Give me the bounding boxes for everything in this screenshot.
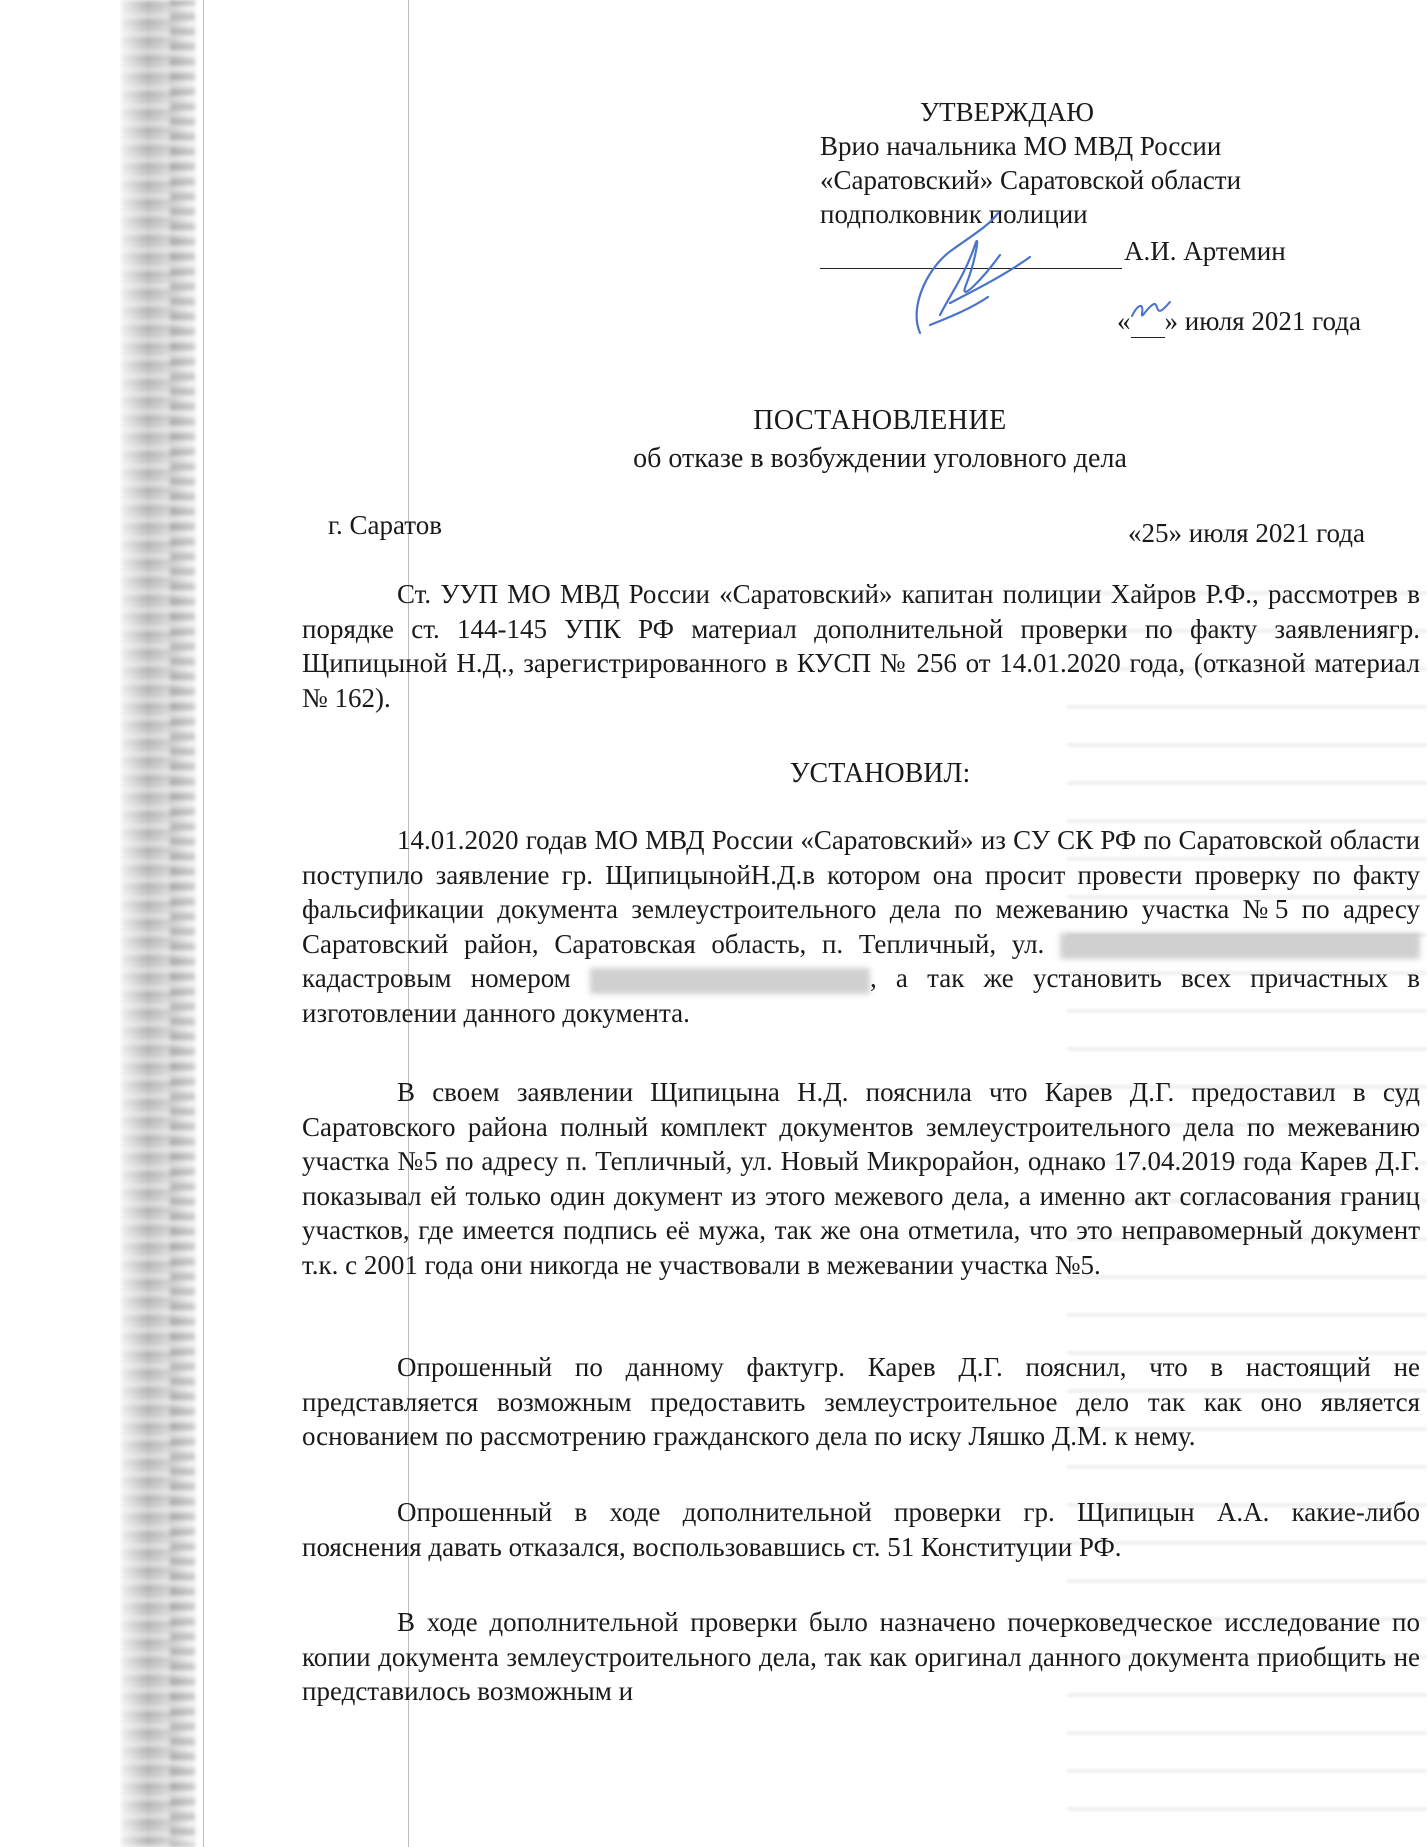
paragraph-1-text-end: , а так же установить всех причастных в изготовлении данного документа. <box>302 963 1420 1028</box>
scan-artifact-line <box>203 0 204 1847</box>
document-title: ПОСТАНОВЛЕНИЕ <box>753 405 1007 436</box>
paragraph-5: В ходе дополнительной проверки было назначено почерковедческое исследование по копии документа землеустроительного дела, так как оригинал данного документа приобщить не представилось возможным и <box>302 1607 1420 1706</box>
paragraph-2: В своем заявлении Щипицына Н.Д. пояснила что Карев Д.Г. предоставил в суд Саратовского района полный комплект документов землеустроительного дела по межеванию участка №5 по адресу п. Тепличный, ул. Новый Микрорайон, однако 17.04.2019 года Карев Д.Г. показывал ей только один документ из этого межевого дела, а именно акт согласования границ участков, где имеется подпись её мужа, так же она отметила, что это неправомерный документ т.к. с 2001 года они никогда не участвовали в межевании участка №5. <box>302 1077 1420 1280</box>
approval-organization: «Саратовский» Саратовской области <box>820 165 1242 195</box>
established-heading: УСТАНОВИЛ: <box>789 758 971 789</box>
redacted-street <box>1060 933 1420 959</box>
paragraph-1-text: 14.01.2020 годав МО МВД России «Саратовский» из СУ СК РФ по Саратовской области поступило заявление гр. ЩипицынойН.Д.в котором она просит провести проверку по факту фальсификации документа землеустроительного дела по межеванию участка №5 по адресу Саратовский район, Саратовская область, п. Тепличный, ул. <box>302 825 1420 959</box>
document-place: г. Саратов <box>328 510 442 540</box>
paragraph-1-cadastral-label: кадастровым номером <box>302 963 571 993</box>
paragraph-4: Опрошенный в ходе дополнительной проверки гр. Щипицын А.А. какие-либо пояснения давать отказался, воспользовавшись ст. 51 Конституции РФ. <box>302 1497 1420 1562</box>
handwritten-signature <box>880 205 1040 345</box>
approval-position: Врио начальника МО МВД России <box>820 131 1222 161</box>
redacted-cadastral-number <box>590 968 870 994</box>
intro-paragraph: Ст. УУП МО МВД России «Саратовский» капитан полиции Хайров Р.Ф., рассмотрев в порядке ст. 144-145 УПК РФ материал дополнительной проверки по факту заявлениягр. Щипицыной Н.Д., зарегистрированного в КУСП № 256 от 14.01.2020 года, (отказной материал № 162). <box>302 579 1420 713</box>
approval-date-open: « <box>1117 306 1131 336</box>
handwritten-day <box>1128 296 1172 326</box>
approval-date-rest: » июля 2021 года <box>1164 306 1361 336</box>
document-date: «25» июля 2021 года <box>1128 518 1365 548</box>
approval-heading: УТВЕРЖДАЮ <box>920 97 1095 127</box>
approval-signer: А.И. Артемин <box>1124 236 1286 266</box>
paragraph-3: Опрошенный по данному фактугр. Карев Д.Г. пояснил, что в настоящий не представляется возможным предоставить землеустроительное дело так как оно является основанием по рассмотрению гражданского дела по иску Ляшко Д.М. к нему. <box>302 1352 1420 1451</box>
paragraph-1 <box>302 823 1420 1030</box>
approval-rank: подполковник полиции <box>820 199 1088 229</box>
scan-artifact-band <box>170 0 195 1847</box>
document-subtitle: об отказе в возбуждении уголовного дела <box>633 443 1127 474</box>
